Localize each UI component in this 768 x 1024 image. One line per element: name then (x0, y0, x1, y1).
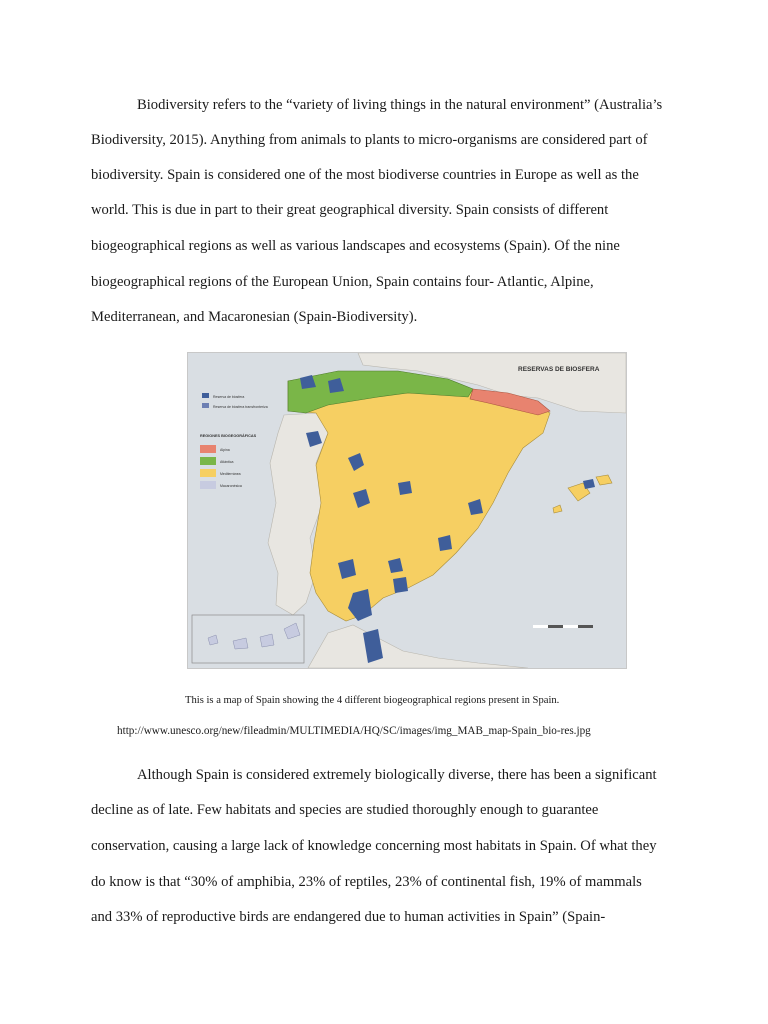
legend-swatch-atlantic (200, 457, 216, 465)
legend-swatch-macaronesian (200, 481, 216, 489)
paragraph-line: do know is that “30% of amphibia, 23% of reptiles, 23% of continental fish, 19% of mammals (91, 874, 642, 890)
paragraph-line: Although Spain is considered extremely biologically diverse, there has been a significant (137, 767, 657, 783)
legend-swatch-mediterranean (200, 469, 216, 477)
paragraph-line: and 33% of reproductive birds are endangered due to human activities in Spain” (Spain- (91, 909, 606, 925)
legend-label: Macaronésica (220, 484, 242, 488)
reserve-patch (393, 577, 408, 593)
spain-biogeographical-map (187, 352, 627, 669)
paragraph-line: Mediterranean, and Macaronesian (Spain-Biodiversity). (91, 309, 418, 325)
scale-bar-segment (563, 625, 578, 628)
legend-label: Alpina (220, 448, 230, 452)
paragraph-line: world. This is due in part to their great geographical diversity. Spain consists of different (91, 202, 609, 218)
paragraph-line: biogeographical regions of the European Union, Spain contains four- Atlantic, Alpine, (91, 274, 594, 290)
figure-source-url: http://www.unesco.org/new/fileadmin/MULTIMEDIA/HQ/SC/images/img_MAB_map-Spain_bio-res.jpg (117, 725, 591, 737)
paragraph-line: biodiversity. Spain is considered one of the most biodiverse countries in Europe as well as the (91, 167, 639, 183)
legend-label: Mediterránea (220, 472, 241, 476)
legend-swatch-alpine (200, 445, 216, 453)
paragraph-line: Biodiversity refers to the “variety of living things in the natural environment” (Australia’s (137, 97, 663, 113)
paragraph-line: conservation, causing a large lack of knowledge concerning most habitats in Spain. Of what they (91, 838, 657, 854)
scale-bar (533, 625, 593, 628)
legend-label: Atlántica (220, 460, 234, 464)
map-title: RESERVAS DE BIOSFERA (518, 366, 600, 373)
reserve-legend-label: Reserva de biosfera transfronteriza (213, 405, 268, 409)
reserve-legend-swatch (202, 403, 209, 408)
reserve-patch (398, 481, 412, 495)
reserve-legend-label: Reserva de biosfera (213, 395, 245, 399)
paragraph-line: biogeographical regions as well as various landscapes and ecosystems (Spain). Of the nine (91, 238, 620, 254)
reserve-legend-swatch (202, 393, 209, 398)
paragraph-line: decline as of late. Few habitats and species are studied thoroughly enough to guarantee (91, 802, 599, 818)
legend-heading: REGIONES BIOGEOGRÁFICAS (200, 434, 257, 438)
paragraph-line: Biodiversity, 2015). Anything from animals to plants to micro-organisms are considered part of (91, 132, 648, 148)
map-graphic (188, 353, 626, 668)
figure-caption: This is a map of Spain showing the 4 different biogeographical regions present in Spain. (185, 695, 560, 706)
scale-bar-segment (533, 625, 548, 628)
